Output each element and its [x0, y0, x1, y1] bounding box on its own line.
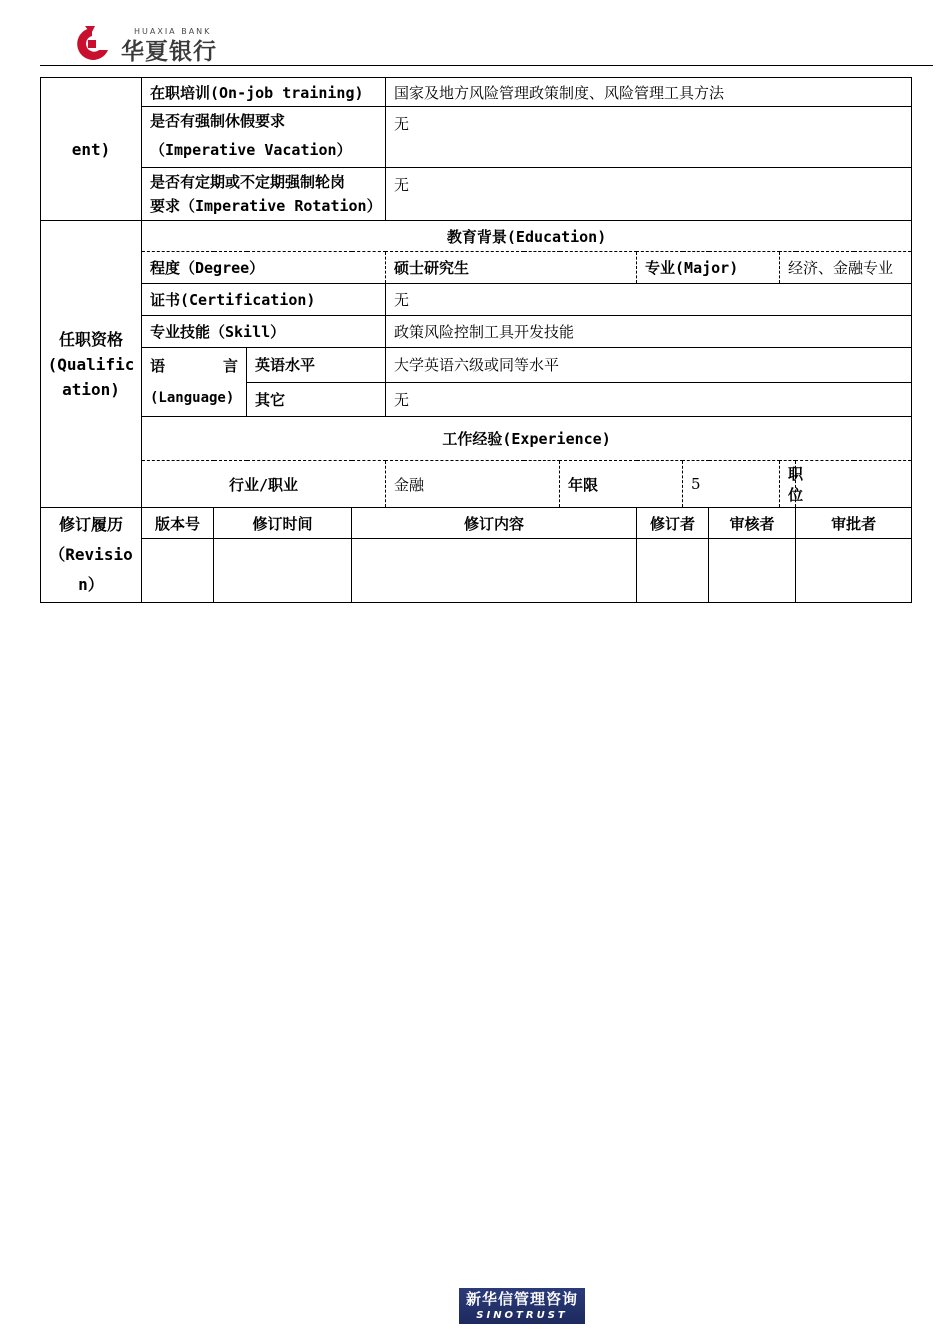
vacation-label	[142, 107, 386, 168]
revision-label	[41, 508, 142, 603]
rotation-label-line1: 是否有定期或不定期强制轮岗	[150, 173, 346, 191]
position-label: 职位	[780, 461, 796, 508]
rotation-label-line2: 要求（Imperative Rotation）	[150, 197, 382, 215]
table-row	[41, 508, 912, 539]
table-row	[41, 168, 912, 221]
qualification-label	[41, 221, 142, 508]
table-row	[41, 461, 912, 508]
table-row	[41, 284, 912, 316]
language-label-en: (Language)	[150, 390, 235, 406]
revision-cell-date	[214, 539, 352, 603]
experience-title: 工作经验(Experience)	[142, 417, 912, 461]
sinotrust-name-en: SINOTRUST	[476, 1310, 568, 1321]
revision-cell-version	[142, 539, 214, 603]
language-label-cn	[150, 350, 238, 382]
industry-value: 金融	[386, 461, 560, 508]
revision-label-en: （Revision）	[49, 545, 133, 594]
skill-label: 专业技能（Skill）	[142, 316, 386, 348]
sinotrust-logo	[459, 1288, 585, 1324]
vacation-value: 无	[386, 107, 912, 168]
table-row	[41, 107, 912, 168]
table-row	[41, 316, 912, 348]
years-value: 5	[683, 461, 780, 508]
major-label: 专业(Major)	[637, 252, 780, 284]
certification-label: 证书(Certification)	[142, 284, 386, 316]
bank-name-en: HUAXIA BANK	[134, 27, 212, 36]
revision-cell-reviser	[637, 539, 709, 603]
revision-col-date: 修订时间	[214, 508, 352, 539]
training-label: 在职培训(On-job training)	[142, 78, 386, 107]
english-level-value: 大学英语六级或同等水平	[386, 348, 912, 383]
rotation-value: 无	[386, 168, 912, 221]
job-description-table	[40, 77, 912, 603]
revision-col-reviser: 修订者	[637, 508, 709, 539]
vacation-label-line1: 是否有强制休假要求	[150, 112, 286, 130]
language-label	[142, 348, 247, 417]
industry-label: 行业/职业	[142, 461, 386, 508]
degree-label: 程度（Degree）	[142, 252, 386, 284]
sinotrust-name-cn: 新华信管理咨询	[465, 1290, 578, 1308]
table-row	[41, 348, 912, 383]
huaxia-bank-logo-icon	[71, 24, 113, 64]
training-value: 国家及地方风险管理政策制度、风险管理工具方法	[386, 78, 912, 107]
english-level-label: 英语水平	[247, 348, 386, 383]
qualification-label-en: (Qualification)	[47, 354, 135, 399]
header-divider	[40, 65, 933, 66]
certification-value: 无	[386, 284, 912, 316]
rotation-label	[142, 168, 386, 221]
qualification-label-cn: 任职资格	[58, 329, 123, 349]
revision-col-content: 修订内容	[352, 508, 637, 539]
years-label: 年限	[560, 461, 683, 508]
revision-col-reviewer: 审核者	[709, 508, 796, 539]
other-language-label: 其它	[247, 382, 386, 417]
table-row	[41, 417, 912, 461]
table-row	[41, 78, 912, 107]
skill-value: 政策风险控制工具开发技能	[386, 316, 912, 348]
revision-cell-reviewer	[709, 539, 796, 603]
revision-col-approver: 审批者	[796, 508, 912, 539]
vacation-label-line2: （Imperative Vacation）	[150, 141, 352, 159]
position-value	[796, 461, 912, 508]
revision-col-version: 版本号	[142, 508, 214, 539]
other-language-value: 无	[386, 382, 912, 417]
table-row	[41, 539, 912, 603]
revision-label-cn: 修订履历	[58, 515, 123, 534]
degree-value: 硕士研究生	[386, 252, 637, 284]
major-value: 经济、金融专业	[780, 252, 912, 284]
education-title: 教育背景(Education)	[142, 221, 912, 252]
table-row	[41, 221, 912, 252]
revision-cell-approver	[796, 539, 912, 603]
language-label-char-2: 言	[222, 357, 238, 375]
bank-name-cn: 华夏银行	[121, 39, 217, 65]
environment-label: ent)	[41, 78, 142, 221]
revision-cell-content	[352, 539, 637, 603]
language-label-char-1: 语	[150, 357, 166, 375]
table-row	[41, 252, 912, 284]
